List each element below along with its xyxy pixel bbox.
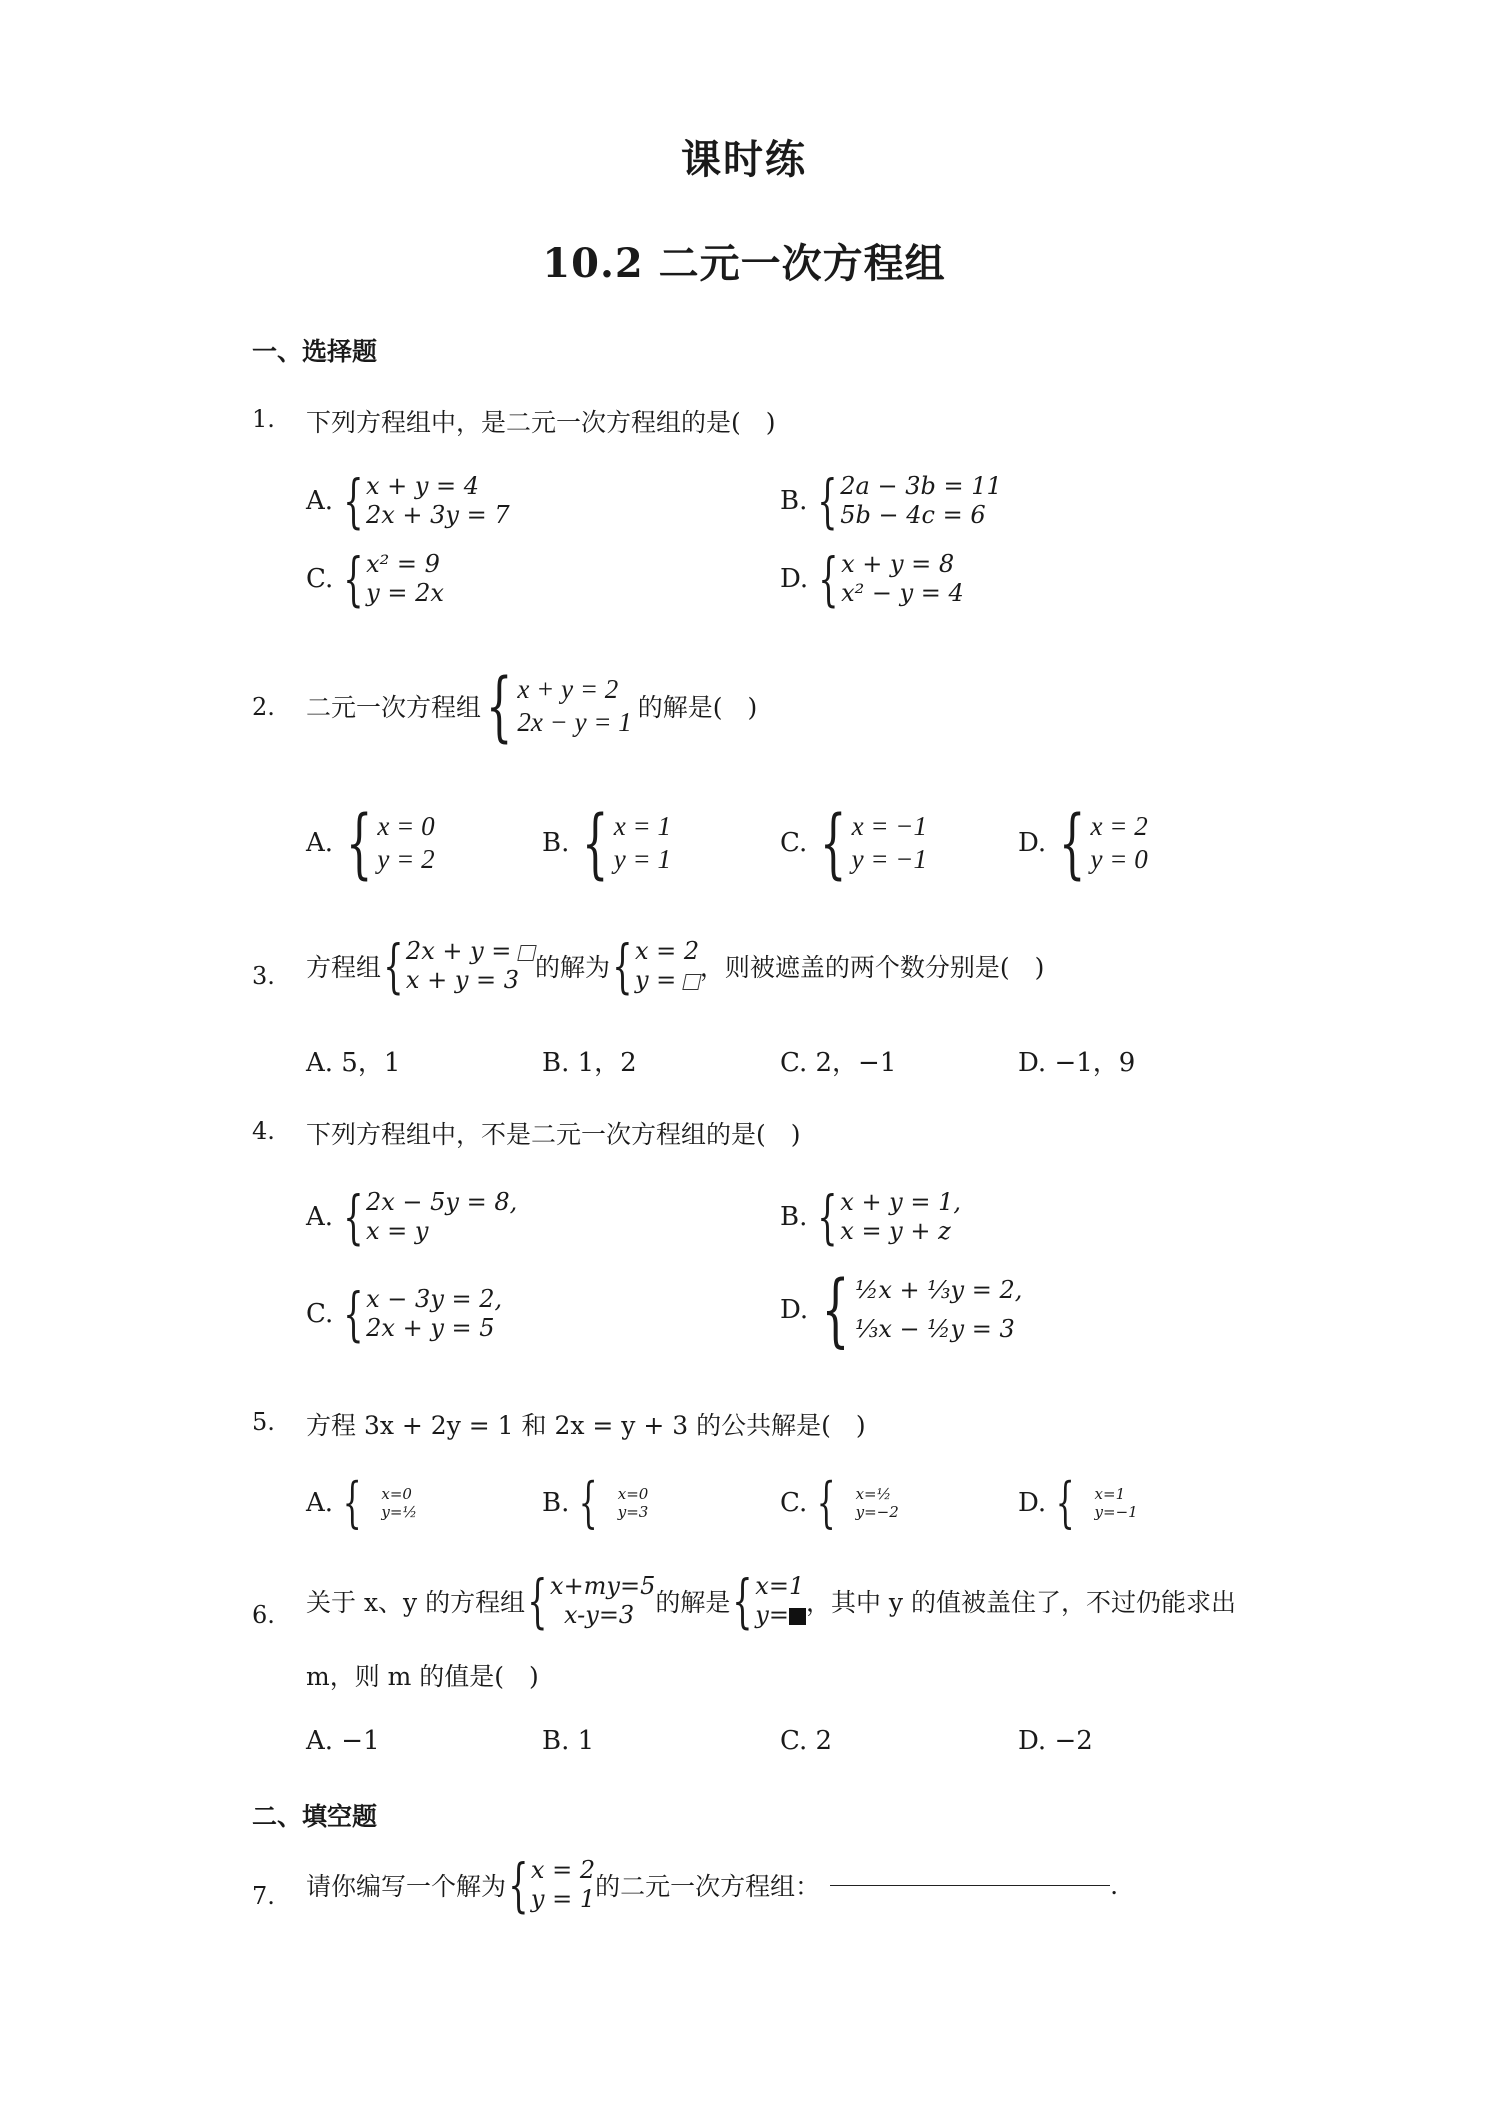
equation-line: y = bbox=[634, 966, 684, 995]
stem-text: . bbox=[1110, 1870, 1119, 1900]
equation-line: 2x + 3y = 7 bbox=[365, 501, 510, 530]
question-number: 3. bbox=[252, 962, 275, 990]
equation-line: x=1 bbox=[1094, 1484, 1126, 1503]
equation-line: x = 2 bbox=[634, 937, 700, 965]
stem-text: ，则被遮盖的两个数分别是( ) bbox=[699, 953, 1045, 983]
brace-icon: { bbox=[732, 1567, 753, 1636]
stem-text: 的二元一次方程组： bbox=[595, 1872, 821, 1902]
option-b bbox=[542, 1471, 649, 1534]
equation-line: x + y = 3 bbox=[405, 966, 520, 995]
question-number: 7. bbox=[252, 1882, 275, 1910]
equation-system bbox=[1054, 1471, 1138, 1534]
brace-icon: { bbox=[817, 1183, 838, 1252]
equation-system bbox=[341, 545, 444, 614]
brace-icon: { bbox=[343, 545, 364, 614]
option-label: D. bbox=[1018, 828, 1047, 858]
option-label: A. bbox=[306, 1202, 334, 1233]
option-d bbox=[1018, 1471, 1138, 1534]
brace-icon: { bbox=[527, 1567, 548, 1636]
option-a bbox=[306, 798, 435, 887]
question-stem-continued: m，则 m 的值是( ) bbox=[306, 1662, 539, 1691]
equation-line: 2x − y = 1 bbox=[517, 707, 632, 737]
brace-icon: { bbox=[816, 1471, 836, 1534]
stem-text: 的解为 bbox=[535, 953, 611, 983]
option-c bbox=[780, 1471, 899, 1534]
equation-line: y=−2 bbox=[855, 1503, 899, 1521]
equation-line: y=½ bbox=[381, 1503, 417, 1521]
brace-icon: { bbox=[821, 1263, 850, 1356]
equation-line: x = 0 bbox=[377, 811, 435, 842]
solution-system bbox=[730, 1567, 806, 1636]
question-stem: 方程 3x + 2y = 1 和 2x = y + 3 的公共解是( ) bbox=[306, 1411, 866, 1440]
question-number: 1. bbox=[252, 405, 275, 433]
option-label: D. bbox=[1018, 1488, 1047, 1518]
option-label: D. bbox=[780, 564, 809, 595]
lesson-title: 10.2 二元一次方程组 bbox=[542, 240, 946, 287]
equation-line: y= bbox=[755, 1601, 789, 1630]
option-a: A. 5，1 bbox=[306, 1048, 401, 1078]
option-label: C. bbox=[306, 564, 334, 595]
brace-icon: { bbox=[818, 545, 839, 614]
option-label: A. bbox=[306, 486, 334, 517]
equation-system bbox=[525, 1567, 656, 1636]
option-label: A. bbox=[306, 828, 334, 858]
option-c: C. 2 bbox=[780, 1726, 833, 1756]
stem-text: 二元一次方程组 bbox=[306, 693, 482, 722]
equation-line: x + y = 1, bbox=[840, 1188, 962, 1216]
equation-line: ½x + ⅓y = 2, bbox=[855, 1275, 1023, 1304]
brace-icon: { bbox=[612, 932, 633, 1001]
question-number: 6. bbox=[252, 1601, 275, 1629]
option-d bbox=[1018, 798, 1148, 887]
option-d bbox=[780, 1263, 1023, 1356]
stem-text: 请你编写一个解为 bbox=[306, 1872, 507, 1902]
option-label: C. bbox=[780, 1488, 808, 1518]
brace-icon: { bbox=[820, 798, 847, 887]
equation-system bbox=[381, 932, 535, 1001]
question-stem bbox=[306, 1851, 1119, 1920]
equation-system bbox=[341, 1471, 417, 1534]
equation-system bbox=[815, 467, 1002, 536]
equation-line: y = 0 bbox=[1090, 844, 1148, 874]
equation-line: y=3 bbox=[617, 1503, 649, 1521]
option-a bbox=[306, 467, 510, 536]
equation-line: x = −1 bbox=[851, 811, 928, 842]
equation-line: 2a − 3b = 11 bbox=[840, 472, 1002, 500]
solution-system bbox=[506, 1851, 596, 1920]
equation-system bbox=[341, 798, 435, 887]
option-a bbox=[306, 1183, 518, 1252]
brace-icon: { bbox=[343, 467, 364, 536]
equation-line: ⅓x − ½y = 3 bbox=[855, 1315, 1015, 1343]
question-stem: 下列方程组中，是二元一次方程组的是( ) bbox=[306, 408, 776, 437]
question-number: 4. bbox=[252, 1117, 275, 1145]
stem-text: ，其中 y 的值被盖住了，不过仍能求出 bbox=[805, 1588, 1236, 1618]
brace-icon: { bbox=[1055, 1471, 1075, 1534]
equation-system bbox=[341, 1183, 518, 1252]
brace-icon: { bbox=[383, 932, 404, 1001]
option-c bbox=[780, 798, 928, 887]
equation-system bbox=[815, 1183, 962, 1252]
equation-line: 2x + y = 5 bbox=[366, 1314, 495, 1343]
equation-line: y = −1 bbox=[851, 844, 928, 874]
equation-line: 2x − 5y = 8, bbox=[365, 1188, 518, 1216]
section-heading-fill: 二、填空题 bbox=[252, 1802, 378, 1831]
option-c bbox=[306, 545, 444, 614]
equation-line: x = 2 bbox=[1090, 811, 1148, 842]
option-d bbox=[780, 545, 964, 614]
option-b bbox=[780, 1183, 962, 1252]
stem-text: 关于 x、y 的方程组 bbox=[306, 1588, 526, 1618]
option-b bbox=[780, 467, 1002, 536]
stem-text: 的解是( ) bbox=[637, 693, 758, 722]
brace-icon: { bbox=[342, 1471, 362, 1534]
equation-line: x + y = 8 bbox=[841, 550, 955, 578]
equation-line: 5b − 4c = 6 bbox=[840, 501, 986, 530]
covered-square-icon bbox=[789, 1608, 806, 1625]
option-b: B. 1 bbox=[542, 1726, 595, 1756]
equation-line: x=1 bbox=[755, 1572, 805, 1600]
brace-icon: { bbox=[485, 661, 513, 750]
equation-line: y = 2 bbox=[377, 844, 435, 874]
equation-system bbox=[815, 1471, 899, 1534]
option-label: B. bbox=[542, 1488, 570, 1518]
option-label: C. bbox=[306, 1299, 334, 1330]
question-number: 5. bbox=[252, 1408, 275, 1436]
page-title: 课时练 bbox=[681, 136, 807, 183]
equation-line: 2x + y = bbox=[405, 937, 520, 965]
equation-line: x − 3y = 2, bbox=[366, 1285, 503, 1313]
equation-line: x+my=5 bbox=[550, 1572, 656, 1600]
option-c bbox=[306, 1280, 503, 1349]
equation-line: x = 1 bbox=[613, 811, 671, 842]
question-stem bbox=[306, 661, 758, 750]
brace-icon: { bbox=[343, 1280, 364, 1349]
equation-line: y = 1 bbox=[613, 844, 671, 874]
equation-line: x-y=3 bbox=[564, 1601, 635, 1630]
equation-system bbox=[816, 545, 964, 614]
option-label: B. bbox=[780, 1202, 808, 1233]
option-label: B. bbox=[542, 828, 570, 858]
covered-box-icon bbox=[517, 945, 536, 961]
solution-system bbox=[610, 932, 700, 1001]
equation-line: y = 2x bbox=[366, 579, 444, 608]
equation-line: x=0 bbox=[617, 1484, 649, 1503]
equation-system bbox=[341, 1280, 503, 1349]
option-label: C. bbox=[780, 828, 808, 858]
equation-system bbox=[815, 798, 928, 887]
equation-line: x = y + z bbox=[840, 1217, 951, 1246]
option-b: B. 1，2 bbox=[542, 1048, 637, 1078]
equation-system bbox=[816, 1263, 1023, 1356]
option-a: A. −1 bbox=[306, 1726, 380, 1756]
equation-line: x + y = 2 bbox=[517, 674, 619, 705]
equation-system bbox=[481, 661, 632, 750]
option-label: D. bbox=[780, 1295, 809, 1325]
option-label: A. bbox=[306, 1488, 334, 1518]
equation-line: x² − y = 4 bbox=[841, 579, 964, 608]
option-a bbox=[306, 1471, 417, 1534]
stem-text: 方程组 bbox=[306, 953, 382, 983]
option-d: D. −2 bbox=[1018, 1726, 1093, 1756]
equation-system bbox=[341, 467, 510, 536]
section-heading-choice: 一、选择题 bbox=[252, 337, 378, 366]
equation-line: y=−1 bbox=[1094, 1503, 1138, 1521]
equation-system bbox=[577, 798, 671, 887]
brace-icon: { bbox=[1059, 798, 1086, 887]
brace-icon: { bbox=[817, 467, 838, 536]
equation-line: x=0 bbox=[381, 1484, 412, 1503]
equation-line: x = y bbox=[365, 1217, 429, 1246]
equation-line: x + y = 4 bbox=[365, 472, 480, 500]
brace-icon: { bbox=[508, 1851, 529, 1920]
equation-line: x=½ bbox=[855, 1484, 892, 1503]
equation-system bbox=[1054, 798, 1148, 887]
option-c: C. 2，−1 bbox=[780, 1048, 897, 1078]
question-number: 2. bbox=[252, 693, 275, 721]
brace-icon: { bbox=[582, 798, 609, 887]
covered-box-icon bbox=[682, 974, 701, 990]
equation-line: x² = 9 bbox=[366, 550, 440, 578]
answer-blank[interactable] bbox=[830, 1885, 1110, 1886]
question-stem bbox=[306, 1567, 1236, 1636]
stem-text: 的解是 bbox=[655, 1588, 731, 1618]
equation-system bbox=[577, 1471, 649, 1534]
brace-icon: { bbox=[343, 1183, 364, 1252]
brace-icon: { bbox=[579, 1471, 599, 1534]
option-d: D. −1，9 bbox=[1018, 1048, 1136, 1078]
question-stem bbox=[306, 932, 1045, 1001]
question-stem: 下列方程组中，不是二元一次方程组的是( ) bbox=[306, 1120, 801, 1149]
equation-line: x = 2 bbox=[530, 1856, 596, 1884]
option-label: B. bbox=[780, 486, 808, 517]
equation-line: y = 1 bbox=[530, 1885, 596, 1914]
brace-icon: { bbox=[345, 798, 373, 887]
option-b bbox=[542, 798, 671, 887]
